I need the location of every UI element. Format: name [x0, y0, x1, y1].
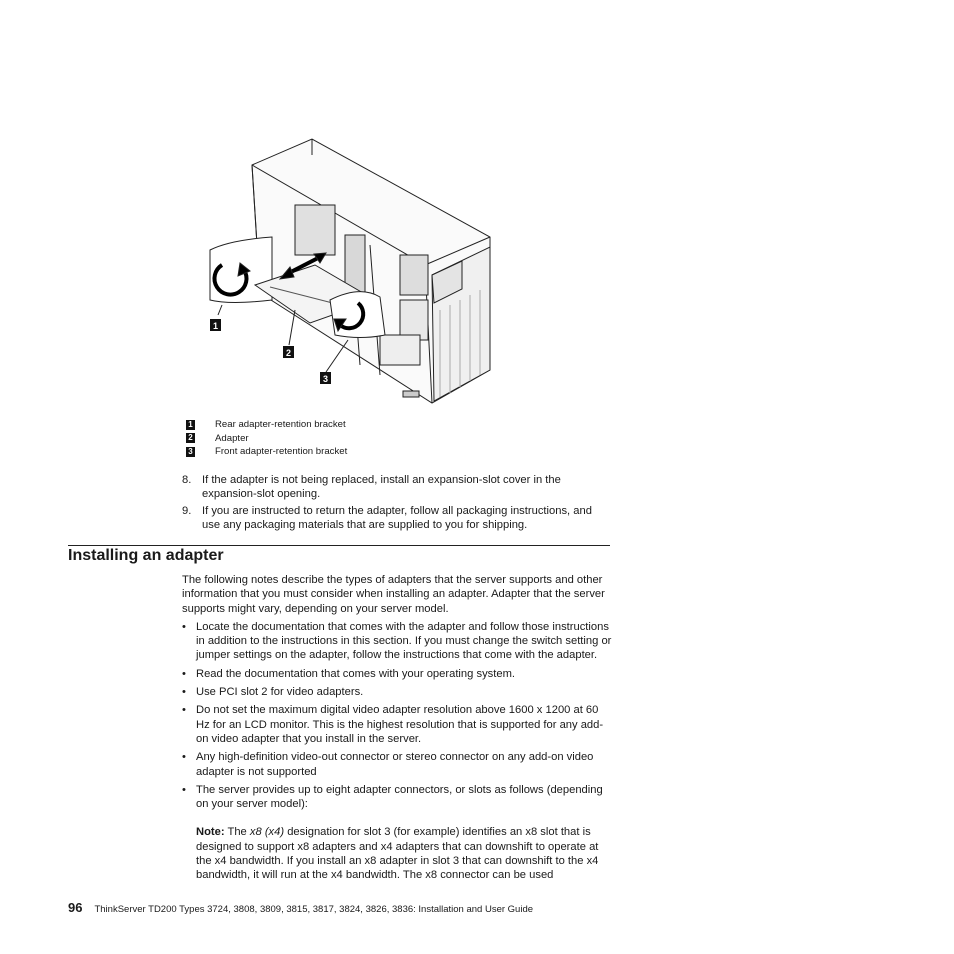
bullet-text: Read the documentation that comes with your operating system.: [196, 667, 516, 680]
legend-item: [186, 445, 606, 459]
bullet-text: Do not set the maximum digital video adapter resolution above 1600 x 1200 at 60 Hz for an LCD monitor. This is the highest resolution that is supported for any add-on video adapter that you install in the server.: [196, 704, 604, 745]
list-item: [182, 620, 612, 663]
server-chassis-illustration: [200, 135, 500, 410]
footer-title: ThinkServer TD200 Types 3724, 3808, 3809, 3815, 3817, 3824, 3826, 3836: Installation and User Guide: [94, 904, 534, 915]
legend-item: [186, 418, 606, 432]
callout-1-text: 1: [212, 321, 219, 331]
section-body: [182, 573, 612, 883]
bullet-mark: •: [182, 686, 186, 699]
bullet-text: Locate the documentation that comes with the adapter and follow those instructions in addition to the instructions in this section. If you must change the switch setting or jumper settings on the adapter, follow the instructions that come with the adapter.: [196, 620, 612, 662]
note-paragraph: [196, 825, 612, 882]
page-number: 96: [68, 900, 83, 915]
bullet-mark: •: [182, 620, 186, 633]
callout-2-text: 2: [285, 348, 292, 358]
note-text: designation for slot 3 (for example) identifies an x8 slot that is designed to support x8 adapters and x4 adapters that can downshift to operate at the x4 bandwidth. If you install an x8 adapter in slot 3 that can downshift to the x4 bandwidth, it will run at the x4 bandwidth. The x8 connector can be used: [196, 826, 599, 882]
section-heading: Installing an adapter: [68, 547, 224, 564]
legend-label: Adapter: [215, 432, 249, 444]
section-divider: [68, 545, 610, 546]
step-number: 9.: [182, 504, 192, 517]
step-text: If the adapter is not being replaced, install an expansion-slot cover in the expansion-slot opening.: [202, 474, 561, 501]
bullet-mark: •: [182, 667, 186, 680]
list-item: [182, 685, 612, 699]
figure-callouts: [210, 319, 331, 384]
bullet-mark: •: [182, 704, 186, 717]
page-footer: [68, 900, 533, 915]
figure-legend: [186, 418, 606, 459]
legend-callout-2: 2: [186, 433, 195, 443]
step-item: [182, 473, 612, 502]
list-item: [182, 667, 612, 681]
step-number: 8.: [182, 474, 192, 486]
bullet-text: The server provides up to eight adapter connectors, or slots as follows (depending on your server model):: [196, 783, 603, 811]
legend-label: Rear adapter-retention bracket: [215, 419, 346, 430]
note-label: Note:: [196, 826, 225, 839]
procedure-steps: [182, 473, 612, 534]
list-item: [182, 703, 612, 746]
step-item: [182, 504, 612, 533]
bullet-mark: •: [182, 751, 186, 764]
legend-item: [186, 432, 606, 446]
list-item: [182, 783, 612, 812]
list-item: [182, 750, 612, 779]
legend-callout-1: 1: [186, 420, 195, 430]
adapter-figure: [200, 135, 500, 410]
callout-3-text: 3: [322, 374, 329, 384]
step-text: If you are instructed to return the adapter, follow all packaging instructions, and use any packaging materials that are supplied to you for shipping.: [202, 504, 592, 531]
note-italic: x8 (x4): [249, 826, 285, 839]
legend-label: Front adapter-retention bracket: [215, 446, 348, 457]
bullet-text: Use PCI slot 2 for video adapters.: [196, 686, 364, 699]
intro-paragraph: The following notes describe the types of adapters that the server supports and other information that you must consider when installing an adapter. Adapter that the server supports might vary, depending on your server model.: [182, 574, 605, 615]
note-pre: The: [227, 826, 247, 839]
legend-callout-3: 3: [186, 447, 195, 457]
bullet-mark: •: [182, 783, 186, 796]
bullet-text: Any high-definition video-out connector or stereo connector on any add-on video adapter is not supported: [196, 751, 594, 778]
